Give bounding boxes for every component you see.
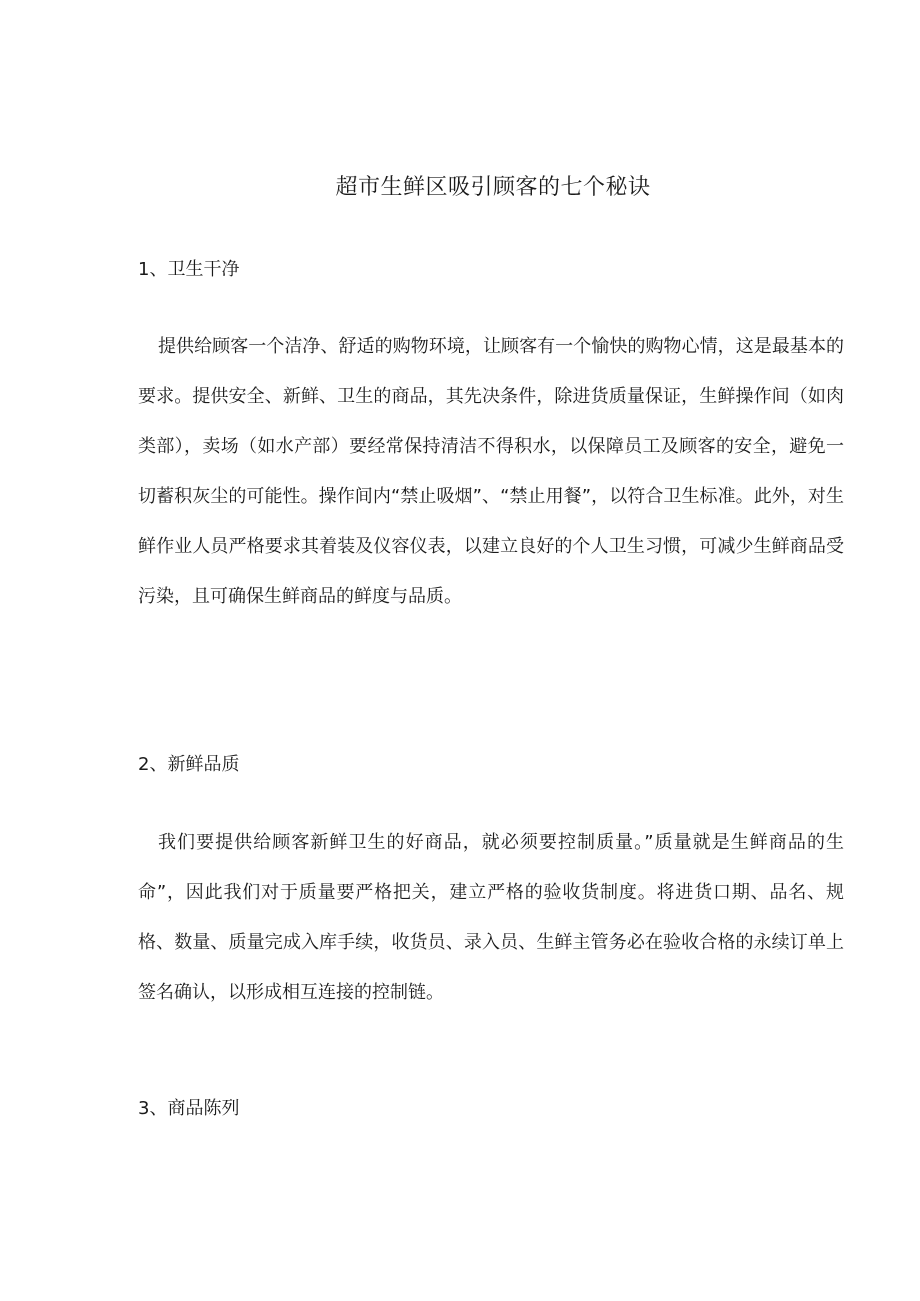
- section-heading-hygiene: 1、卫生干净: [138, 259, 240, 280]
- section-heading-display: 3、商品陈列: [138, 1098, 240, 1119]
- section-paragraph-fresh-quality: 我们要提供给顾客新鲜卫生的好商品，就必须要控制质量。”质量就是生鲜商品的生命”，因此我们对于质量要严格把关，建立严格的验收货制度。将进货口期、品名、规格、数量、质量完成入库手续，收货员、录入员、生鲜主管务必在验收合格的永续订单上签名确认，以形成相互连接的控制链。: [138, 832, 844, 1003]
- section-paragraph-hygiene: 提供给顾客一个洁净、舒适的购物环境，让顾客有一个愉快的购物心情，这是最基本的要求。提供安全、新鲜、卫生的商品，其先决条件，除进货质量保证，生鲜操作间（如肉类部），卖场（如水产部）要经常保持清洁不得积水，以保障员工及顾客的安全，避免一切蓄积灰尘的可能性。操作间内“禁止吸烟”、“禁止用餐”，以符合卫生标准。此外，对生鲜作业人员严格要求其着装及仪容仪表，以建立良好的个人卫生习惯，可减少生鲜商品受污染，且可确保生鲜商品的鲜度与品质。: [138, 336, 844, 607]
- section-heading-fresh-quality: 2、新鲜品质: [138, 754, 240, 775]
- document-title: 超市生鲜区吸引顾客的七个秘诀: [335, 175, 651, 200]
